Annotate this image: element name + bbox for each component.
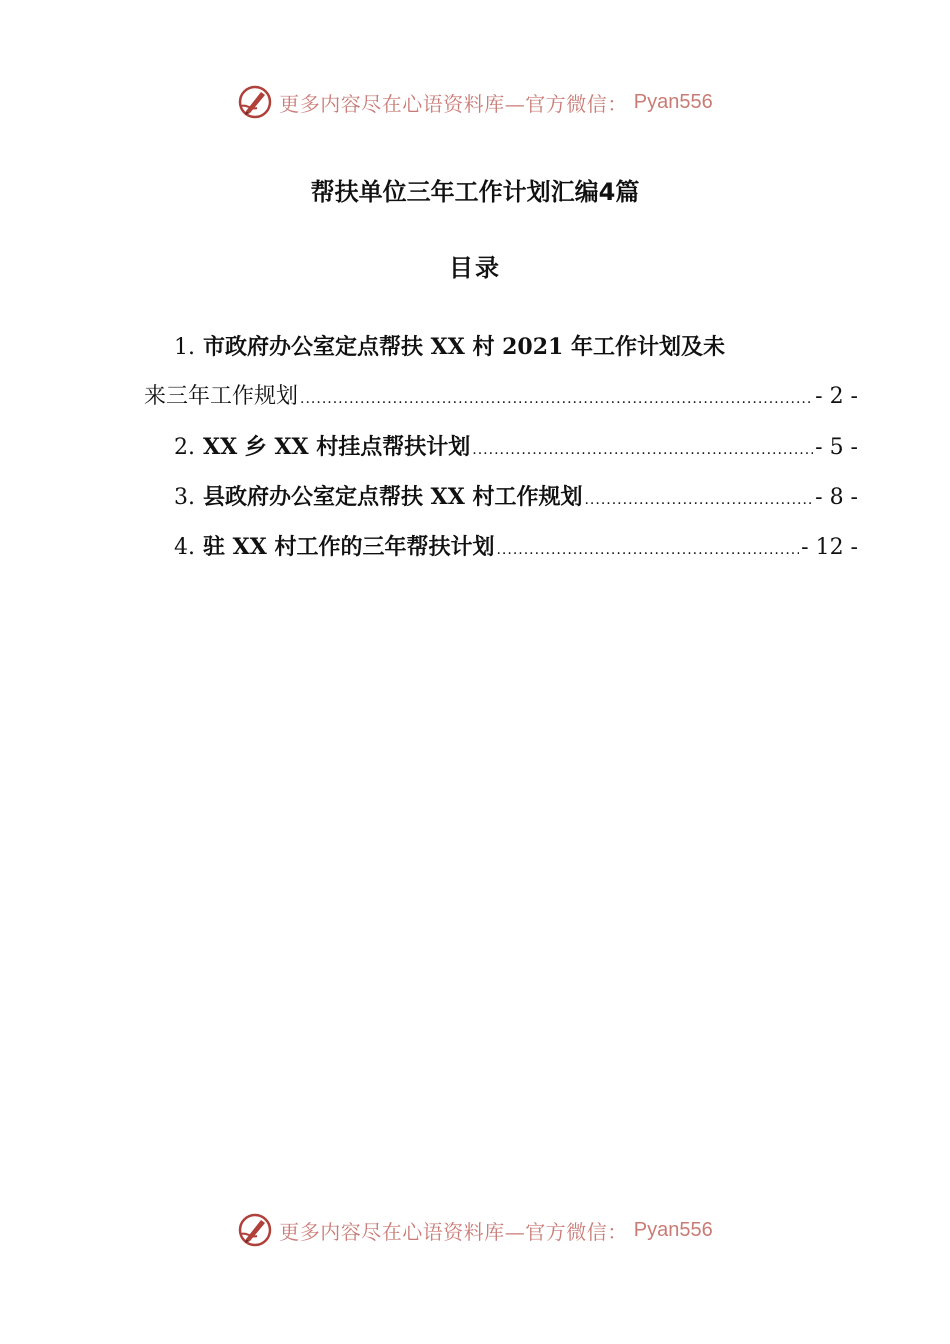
footer-watermark <box>0 1212 950 1248</box>
toc-item-number: 1. <box>174 335 195 360</box>
header-watermark <box>0 84 950 120</box>
toc-item-3[interactable] <box>144 472 858 522</box>
toc-leader-dots <box>584 475 813 525</box>
table-of-contents <box>144 322 858 572</box>
toc-item-1-line2[interactable] <box>144 372 858 422</box>
toc-page-number: - 2 - <box>815 384 858 409</box>
toc-item-title: 驻 XX 村工作的三年帮扶计划 <box>203 534 495 560</box>
toc-page-number: - 8 - <box>815 485 858 510</box>
toc-item-title: 县政府办公室定点帮扶 XX 村工作规划 <box>203 484 583 510</box>
toc-page-number: - 12 - <box>801 535 858 560</box>
toc-leader-dots <box>472 425 813 475</box>
toc-item-4[interactable] <box>144 522 858 572</box>
document-title: 帮扶单位三年工作计划汇编4篇 <box>310 178 640 206</box>
pen-logo-icon <box>237 1212 273 1248</box>
toc-page-number: - 5 - <box>815 435 858 460</box>
toc-item-title: 市政府办公室定点帮扶 XX 村 2021 年工作计划及未 <box>203 334 726 360</box>
toc-item-title-continued: 来三年工作规划 <box>144 384 299 409</box>
toc-item-2[interactable] <box>144 422 858 472</box>
watermark-text: 更多内容尽在心语资料库—官方微信： <box>279 1219 628 1244</box>
watermark-brand: Pyan556 <box>633 1218 713 1241</box>
toc-heading: 目录 <box>449 254 501 282</box>
toc-leader-dots <box>496 525 799 575</box>
toc-item-number: 2. <box>174 435 195 460</box>
pen-logo-icon <box>237 84 273 120</box>
toc-leader-dots <box>300 374 813 424</box>
toc-item-number: 3. <box>174 485 195 510</box>
toc-item-1-line1[interactable] <box>144 322 858 372</box>
toc-item-number: 4. <box>174 535 195 560</box>
watermark-brand: Pyan556 <box>633 90 713 113</box>
toc-item-title: XX 乡 XX 村挂点帮扶计划 <box>203 434 471 460</box>
watermark-text: 更多内容尽在心语资料库—官方微信： <box>279 91 628 116</box>
